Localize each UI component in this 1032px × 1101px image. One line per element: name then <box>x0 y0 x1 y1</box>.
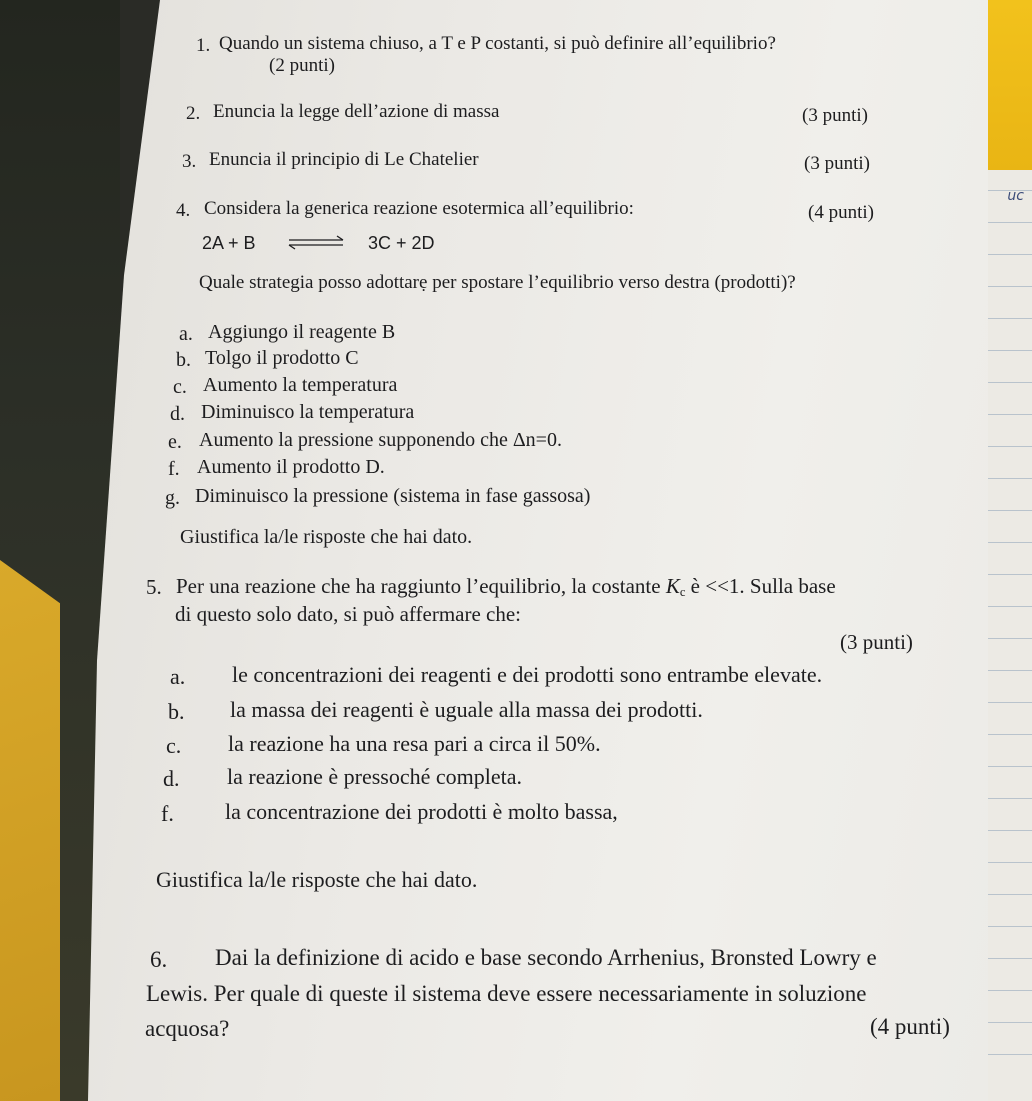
option-letter: a. <box>170 664 186 689</box>
question-number: 1. <box>196 35 211 56</box>
option-letter: f. <box>168 458 180 480</box>
option-letter: e. <box>168 431 182 453</box>
option-text: la reazione è pressoché completa. <box>227 764 523 789</box>
question-number: 4. <box>176 200 191 221</box>
question-points: (4 punti) <box>870 1014 950 1039</box>
question-points: (4 punti) <box>808 202 874 223</box>
option-letter: d. <box>170 403 185 425</box>
option-text: Aumento il prodotto D. <box>197 456 385 478</box>
option-letter: d. <box>163 766 180 791</box>
option-text: le concentrazioni dei reagenti e dei prodotti sono entrambe elevate. <box>232 662 823 687</box>
question-number: 5. <box>146 575 162 599</box>
reactants: 2A + B <box>202 233 256 253</box>
option-text: la massa dei reagenti è uguale alla massa dei prodotti. <box>230 697 703 722</box>
margin-note: uc <box>1007 188 1024 204</box>
question-prompt: Quale strategia posso adottarẹ per spostare l’equilibrio verso destra (prodotti)? <box>199 272 796 293</box>
equilibrium-arrow-icon <box>285 234 347 252</box>
justify-instruction: Giustifica la/le risposte che hai dato. <box>180 526 473 548</box>
question-text-line2: di questo solo dato, si può affermare che: <box>175 602 522 626</box>
option-text: la reazione ha una resa pari a circa il 50%. <box>228 731 601 756</box>
option-letter: c. <box>166 733 182 758</box>
question-points: (2 punti) <box>269 55 335 76</box>
constant-subscript: c <box>679 585 686 600</box>
yellow-folder-left <box>0 560 60 1101</box>
question-points: (3 punti) <box>840 630 913 654</box>
option-letter: c. <box>173 376 187 398</box>
option-text: Aumento la temperatura <box>203 374 398 396</box>
question-text: Considera la generica reazione esotermica all’equilibrio: <box>204 198 634 219</box>
option-text: Diminuisco la temperatura <box>201 401 415 423</box>
option-text: Aggiungo il reagente B <box>208 321 396 343</box>
question-points: (3 punti) <box>804 153 870 174</box>
option-text: Tolgo il prodotto C <box>205 347 359 369</box>
option-text: Diminuisco la pressione (sistema in fase gassosa) <box>195 485 591 507</box>
question-text-line1: Dai la definizione di acido e base secondo Arrhenius, Bronsted Lowry e <box>215 945 877 970</box>
products: 3C + 2D <box>368 233 435 253</box>
question-text: Per una reazione che ha raggiunto l’equilibrio, la costante $K_c$ è <<1. Sulla base <box>176 574 836 600</box>
option-letter: g. <box>165 487 180 509</box>
option-text: Aumento la pressione supponendo che Δn=0. <box>199 429 562 451</box>
question-number: 3. <box>182 151 197 172</box>
question-text: Enuncia il principio di Le Chatelier <box>209 149 479 170</box>
option-letter: b. <box>168 699 185 724</box>
option-letter: f. <box>161 801 174 826</box>
question-text-line3: acquosa? <box>145 1016 230 1041</box>
question-number: 6. <box>150 947 168 972</box>
question-number: 2. <box>186 103 201 124</box>
justify-instruction: Giustifica la/le risposte che hai dato. <box>156 867 478 892</box>
option-text: la concentrazione dei prodotti è molto bassa, <box>225 799 618 824</box>
equilibrium-constant: K <box>665 574 680 598</box>
option-letter: a. <box>179 323 193 345</box>
question-text-line2: Lewis. Per quale di queste il sistema deve essere necessariamente in soluzione <box>146 981 867 1006</box>
question-points: (3 punti) <box>802 105 868 126</box>
option-letter: b. <box>176 349 191 371</box>
question-text: Quando un sistema chiuso, a T e P costanti, si può definire all’equilibrio? <box>219 33 776 54</box>
question-text: Enuncia la legge dell’azione di massa <box>213 101 500 122</box>
